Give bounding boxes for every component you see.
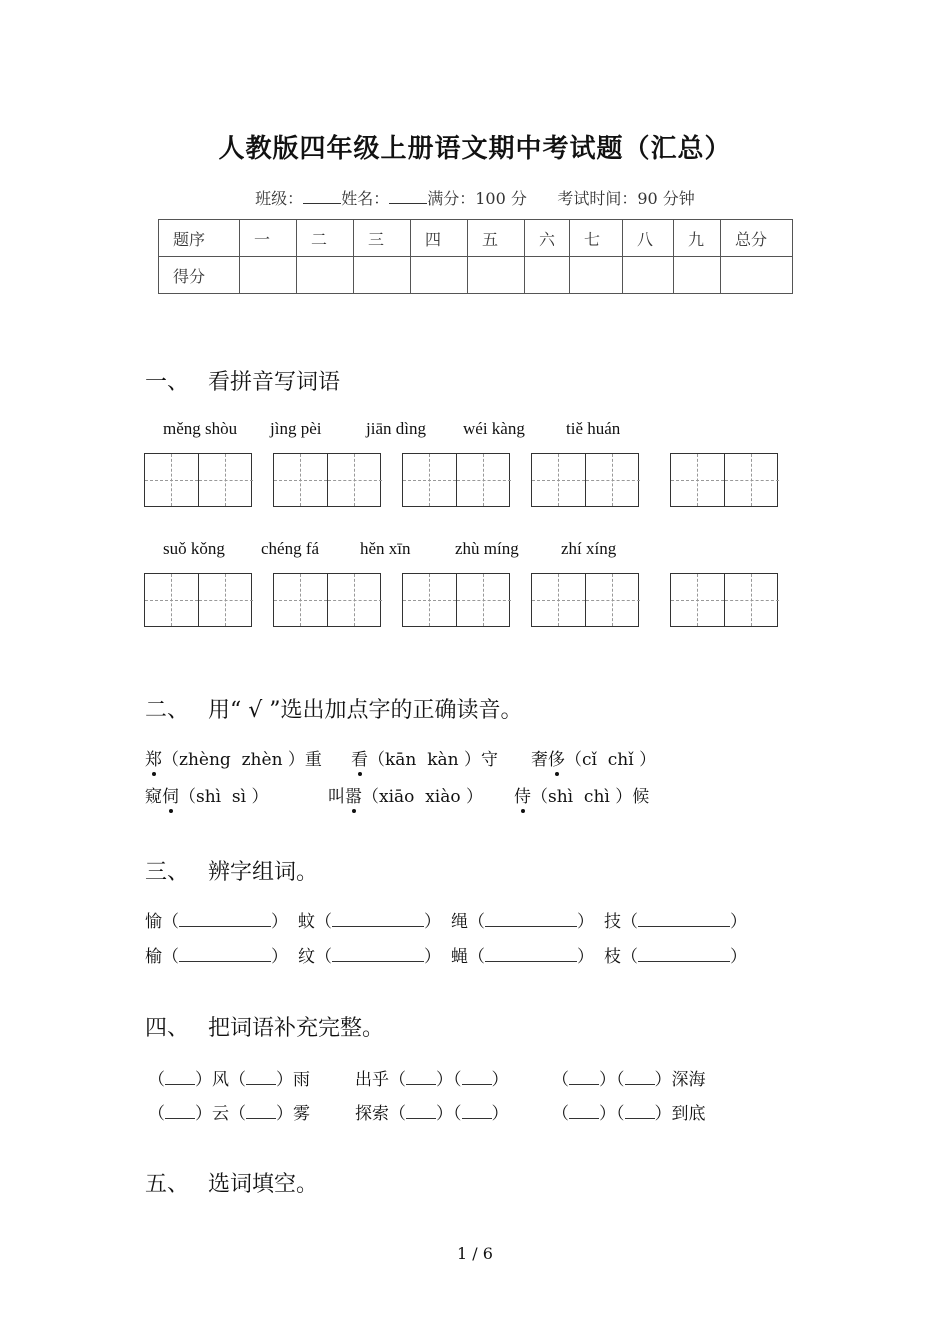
idiom-blank[interactable]: 探索（ ）（ ）	[355, 1104, 509, 1124]
header-cell: 六	[525, 220, 570, 257]
pinyin-label: jìng pèi	[270, 419, 322, 438]
section-title: 辨字组词。	[208, 860, 319, 885]
score-label: 得分	[159, 257, 240, 294]
idiom-blank[interactable]: （ ）风（ ）雨	[148, 1070, 310, 1090]
char: 榆	[145, 947, 162, 967]
header-cell: 总分	[721, 220, 793, 257]
pinyin-label: zhí xíng	[561, 539, 617, 558]
char: 蚊	[298, 912, 315, 932]
writing-grid[interactable]	[273, 573, 381, 627]
class-blank	[303, 189, 341, 204]
char-blank[interactable]: 愉（ ）	[145, 912, 288, 932]
score-cell[interactable]	[570, 257, 623, 294]
char-blank[interactable]: 技（ ）	[604, 912, 747, 932]
char-blank[interactable]: 蝇（ ）	[451, 947, 594, 967]
dotted-char: 嚣	[345, 787, 362, 807]
header-cell: 四	[411, 220, 468, 257]
dotted-char: 郑	[145, 750, 162, 770]
char-blank[interactable]: 蚊（ ）	[298, 912, 441, 932]
char: 窥	[145, 787, 162, 807]
writing-grid[interactable]	[531, 573, 639, 627]
char: 奢	[531, 750, 548, 770]
idiom-blank[interactable]: （ ）（ ）深海	[552, 1070, 706, 1090]
pinyin-label: hěn xīn	[360, 539, 411, 558]
char: 蝇	[451, 947, 468, 967]
score-cell[interactable]	[411, 257, 468, 294]
score-cell[interactable]	[623, 257, 674, 294]
writing-grid[interactable]	[144, 573, 252, 627]
idiom-suffix: 深海	[671, 1070, 706, 1090]
char-blank[interactable]: 绳（ ）	[451, 912, 594, 932]
dotted-char: 伺	[162, 787, 179, 807]
class-label: 班级：	[255, 189, 304, 208]
section-title: 把词语补充完整。	[208, 1016, 385, 1041]
writing-grid[interactable]	[670, 453, 778, 507]
reading-item[interactable]	[145, 745, 322, 770]
pinyin-label: jiān dìng	[366, 419, 426, 438]
reading-options: （xiāo xiào ）	[362, 787, 484, 807]
page-number: 1 / 6	[457, 1244, 493, 1263]
reading-item[interactable]	[351, 745, 498, 770]
char-blank[interactable]: 纹（ ）	[298, 947, 441, 967]
writing-grid[interactable]	[670, 573, 778, 627]
exam-time: 考试时间：90 分钟	[557, 189, 695, 208]
section-title: 用“ √ ”选出加点字的正确读音。	[208, 698, 523, 723]
idiom-blank[interactable]: （ ）云（ ）雾	[148, 1104, 310, 1124]
score-cell[interactable]	[525, 257, 570, 294]
idiom-char: 云	[212, 1104, 229, 1124]
score-cell[interactable]	[354, 257, 411, 294]
char: 绳	[451, 912, 468, 932]
pinyin-label: tiě huán	[566, 419, 621, 438]
reading-options: （shì sì ）	[179, 787, 269, 807]
writing-grid[interactable]	[402, 573, 510, 627]
header-cell: 五	[468, 220, 525, 257]
reading-item[interactable]	[531, 745, 656, 770]
char: 技	[604, 912, 621, 932]
reading-item[interactable]	[328, 782, 483, 807]
score-cell[interactable]	[721, 257, 793, 294]
char: 叫	[328, 787, 345, 807]
score-header-row	[159, 220, 793, 257]
pinyin-label: suǒ kǒng	[163, 539, 225, 558]
header-cell: 三	[354, 220, 411, 257]
char-blank[interactable]: 榆（ ）	[145, 947, 288, 967]
score-cell[interactable]	[674, 257, 721, 294]
idiom-prefix: 出乎	[355, 1070, 389, 1090]
score-table	[158, 219, 793, 294]
section-3-heading	[145, 855, 318, 886]
writing-grid[interactable]	[273, 453, 381, 507]
section-title: 看拼音写词语	[208, 370, 341, 395]
dotted-char: 看	[351, 750, 368, 770]
section-number: 五、	[145, 1172, 190, 1197]
idiom-suffix: 到底	[671, 1104, 706, 1124]
section-2-heading	[145, 693, 523, 724]
reading-item[interactable]	[514, 782, 649, 807]
idiom-char: 雾	[293, 1104, 310, 1124]
section-number: 四、	[145, 1016, 190, 1041]
pinyin-label: měng shòu	[163, 419, 238, 438]
reading-options: （cǐ chǐ ）	[565, 750, 657, 770]
reading-options: （shì chì ）候	[531, 787, 650, 807]
pinyin-label: chéng fá	[261, 539, 320, 558]
score-row	[159, 257, 793, 294]
header-cell: 七	[570, 220, 623, 257]
dotted-char: 侈	[548, 750, 565, 770]
char: 枝	[604, 947, 621, 967]
page-title: 人教版四年级上册语文期中考试题（汇总）	[218, 134, 732, 164]
reading-options: （zhèng zhèn ）重	[162, 750, 322, 770]
section-4-heading	[145, 1011, 384, 1042]
section-1-heading	[145, 365, 340, 396]
exam-info	[0, 186, 950, 209]
header-cell: 一	[240, 220, 297, 257]
header-cell: 八	[623, 220, 674, 257]
section-5-heading	[145, 1167, 318, 1198]
full-score: 满分：100 分	[427, 189, 527, 208]
char: 纹	[298, 947, 315, 967]
idiom-char: 雨	[293, 1070, 310, 1090]
writing-grid[interactable]	[402, 453, 510, 507]
writing-grid[interactable]	[531, 453, 639, 507]
idiom-char: 风	[212, 1070, 229, 1090]
score-cell[interactable]	[240, 257, 297, 294]
section-number: 一、	[145, 370, 190, 395]
dotted-char: 侍	[514, 787, 531, 807]
section-number: 二、	[145, 698, 190, 723]
idiom-prefix: 探索	[355, 1104, 389, 1124]
reading-item[interactable]	[145, 782, 268, 807]
idiom-blank[interactable]: （ ）（ ）到底	[552, 1104, 706, 1124]
pinyin-label: zhù míng	[455, 539, 519, 558]
name-blank	[389, 189, 427, 204]
idiom-blank[interactable]: 出乎（ ）（ ）	[355, 1070, 509, 1090]
header-cell: 二	[297, 220, 354, 257]
name-label: 姓名：	[341, 189, 390, 208]
section-number: 三、	[145, 860, 190, 885]
writing-grid[interactable]	[144, 453, 252, 507]
reading-options: （kān kàn ）守	[368, 750, 498, 770]
char: 愉	[145, 912, 162, 932]
section-title: 选词填空。	[208, 1172, 319, 1197]
score-cell[interactable]	[297, 257, 354, 294]
header-cell: 题序	[159, 220, 240, 257]
pinyin-label: wéi kàng	[463, 419, 525, 438]
char-blank[interactable]: 枝（ ）	[604, 947, 747, 967]
header-cell: 九	[674, 220, 721, 257]
score-cell[interactable]	[468, 257, 525, 294]
